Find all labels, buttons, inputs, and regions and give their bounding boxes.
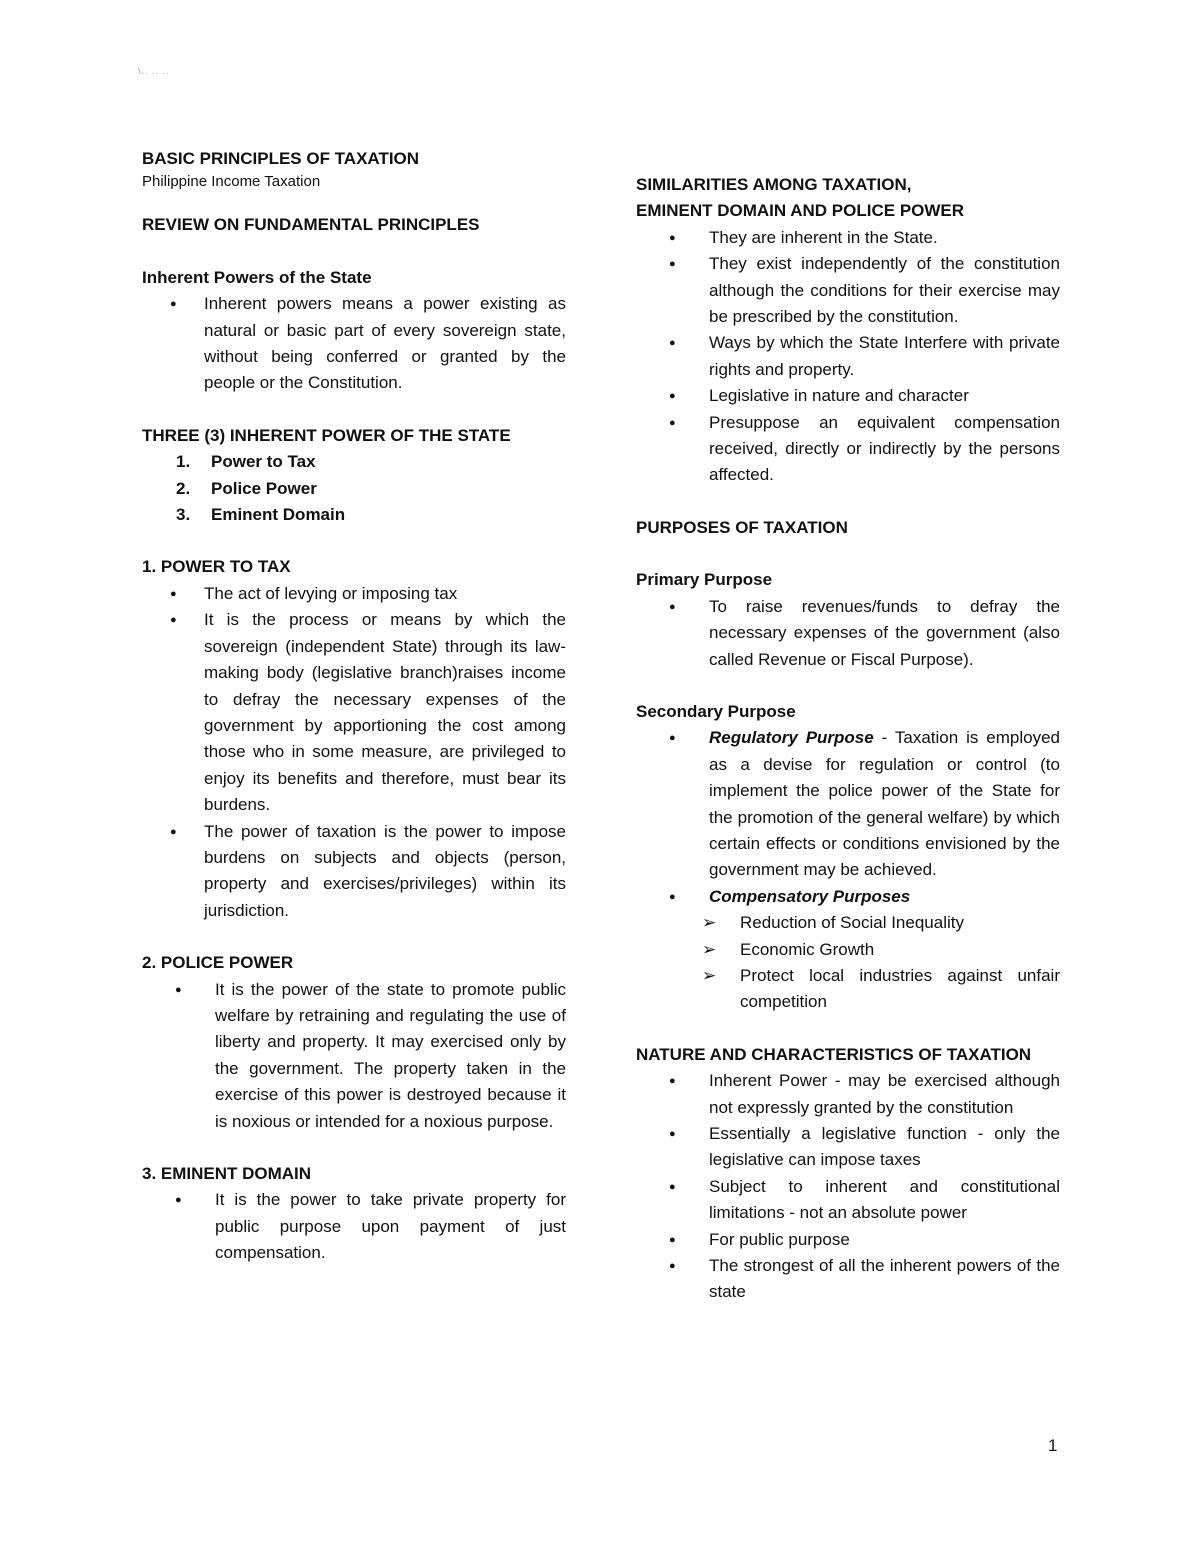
list-item [176, 476, 566, 502]
list-item: ● It is the power to take private property for public purpose upon payment of just compensation. [215, 1187, 566, 1266]
list-number: 2. [176, 478, 191, 498]
power-to-tax-list [142, 581, 566, 924]
list-number: 3. [176, 505, 191, 525]
eminent-domain-list [142, 1187, 566, 1266]
list-item: ● Essentially a legislative function - only the legislative can impose taxes [709, 1121, 1060, 1174]
similarities-list [636, 225, 1060, 489]
list-item: ➢ Reduction of Social Inequality [740, 910, 1060, 936]
purposes-heading: PURPOSES OF TAXATION [636, 517, 848, 537]
document-title: BASIC PRINCIPLES OF TAXATION [142, 149, 420, 168]
list-item [176, 449, 566, 475]
primary-purpose-list [636, 594, 1060, 673]
power-to-tax-heading: 1. POWER TO TAX [142, 557, 291, 577]
list-item: ● It is the process or means by which the sovereign (independent State) through its law-making body (legislative branch)raises income to defray the necessary expenses of the government by apportioning the cost among those who in some measure, are privileged to enjoy its benefits and therefore, must bear its burdens. [204, 607, 566, 818]
police-power-list [142, 977, 566, 1135]
list-item: ● Inherent Power - may be exercised although not expressly granted by the constitution [709, 1068, 1060, 1121]
right-column [636, 172, 1060, 1306]
three-powers-list [142, 449, 566, 528]
similarities-heading-line2: EMINENT DOMAIN AND POLICE POWER [636, 201, 965, 221]
list-item: ● The power of taxation is the power to impose burdens on subjects and objects (person, property and exercises/privileges) within its jurisdiction. [204, 819, 566, 925]
nature-list [636, 1068, 1060, 1306]
list-item [176, 502, 566, 528]
list-item: ● To raise revenues/funds to defray the necessary expenses of the government (also called Revenue or Fiscal Purpose). [709, 594, 1060, 673]
list-item: ● Subject to inherent and constitutional limitations - not an absolute power [709, 1174, 1060, 1227]
list-item: ● The act of levying or imposing tax [204, 581, 566, 607]
document-subtitle: Philippine Income Taxation [142, 173, 321, 191]
list-item: ➢ Economic Growth [740, 937, 1060, 963]
secondary-purpose-list [636, 725, 1060, 910]
list-item: ● Presuppose an equivalent compensation received, directly or indirectly by the persons affected. [709, 410, 1060, 489]
regulatory-label: Regulatory Purpose [709, 728, 874, 748]
list-item [709, 884, 1060, 910]
three-powers-heading: THREE (3) INHERENT POWER OF THE STATE [142, 425, 511, 445]
list-item: ● Legislative in nature and character [709, 383, 1060, 409]
primary-purpose-heading: Primary Purpose [636, 570, 773, 590]
eminent-domain-heading: 3. EMINENT DOMAIN [142, 1164, 312, 1183]
list-number: 1. [176, 452, 191, 472]
list-item: ● Inherent powers means a power existing as natural or basic part of every sovereign state, without being conferred or granted by the people or the Constitution. [204, 291, 566, 397]
list-label: Power to Tax [211, 452, 316, 472]
secondary-purpose-heading: Secondary Purpose [636, 701, 796, 721]
inherent-list [142, 291, 566, 397]
list-item: ● They are inherent in the State. [709, 225, 1060, 251]
list-item [709, 725, 1060, 883]
police-power-heading: 2. POLICE POWER [142, 953, 294, 973]
list-label: Eminent Domain [211, 505, 346, 525]
page-number: 1 [1048, 1436, 1058, 1455]
list-label: Police Power [211, 478, 317, 498]
list-item: ● They exist independently of the constitution although the conditions for their exercise may be prescribed by the constitution. [709, 251, 1060, 330]
review-heading: REVIEW ON FUNDAMENTAL PRINCIPLES [142, 215, 480, 235]
list-item: ➢ Protect local industries against unfair competition [740, 963, 1060, 1016]
header-mark: \.. .. .. [138, 66, 170, 76]
compensatory-label: Compensatory Purposes [709, 886, 911, 906]
list-item: ● For public purpose [709, 1227, 1060, 1253]
list-item: ● It is the power of the state to promote public welfare by retraining and regulating the use of liberty and property. It may exercised only by the government. The property taken in the exercise of this power is destroyed because it is noxious or intended for a noxious purpose. [215, 977, 566, 1135]
left-column [142, 146, 566, 1267]
regulatory-text: - Taxation is employed as a devise for regulation or control (to implement the police power of the State for the promotion of the general welfare) by which certain effects or conditions envisioned by the government may be achieved. [709, 728, 1060, 880]
compensatory-list [636, 910, 1060, 1016]
list-item: ● Ways by which the State Interfere with private rights and property. [709, 330, 1060, 383]
list-item: ● The strongest of all the inherent powers of the state [709, 1253, 1060, 1306]
similarities-heading: SIMILARITIES AMONG TAXATION, [636, 175, 912, 194]
nature-heading: NATURE AND CHARACTERISTICS OF TAXATION [636, 1044, 1032, 1064]
inherent-heading: Inherent Powers of the State [142, 267, 372, 287]
